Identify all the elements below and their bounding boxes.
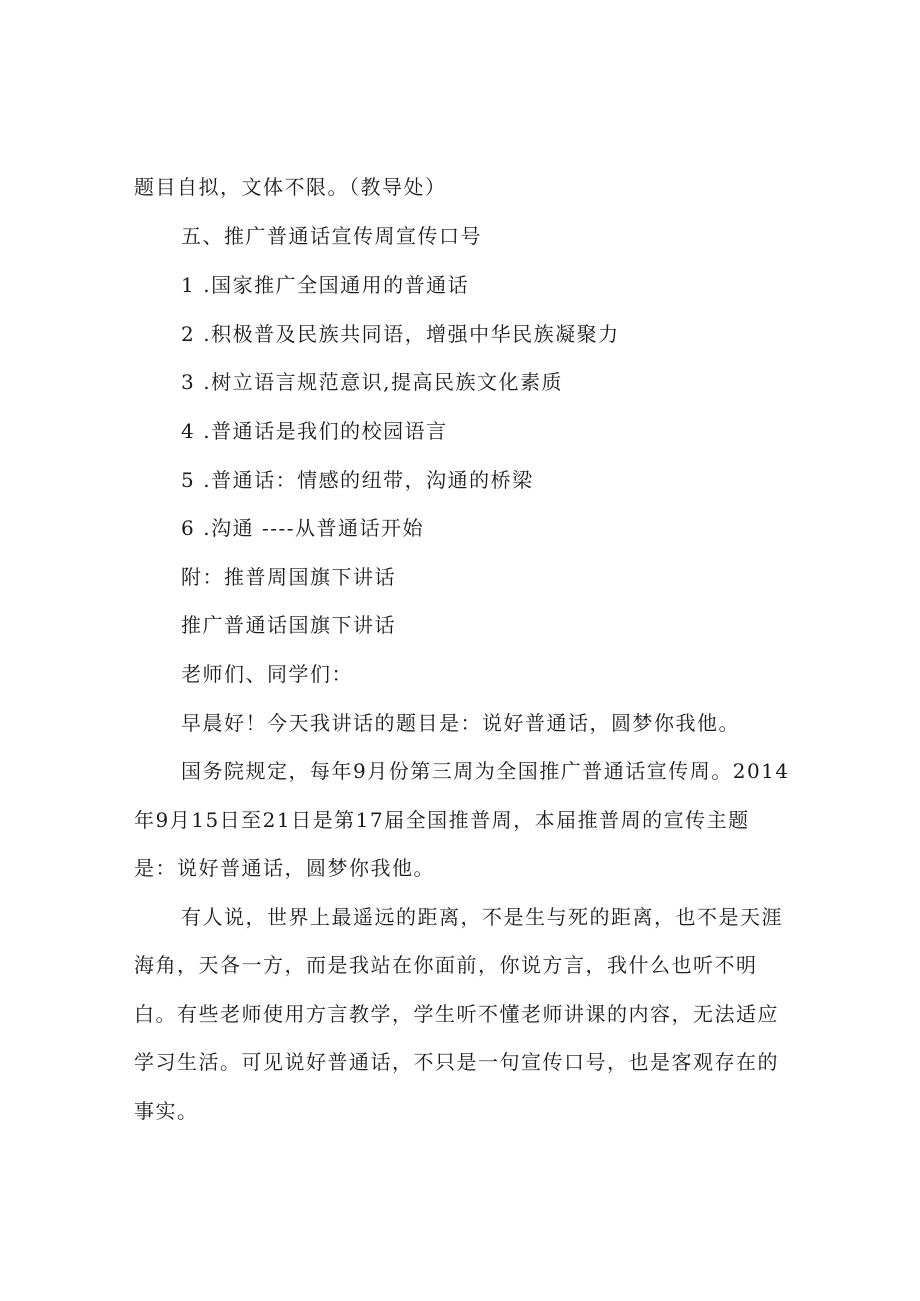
paragraph-line: 学习生活。可见说好普通话，不只是一句宣传口号，也是客观存在的 — [134, 1050, 779, 1074]
paragraph-line: 是：说好普通话，圆梦你我他。 — [134, 856, 435, 880]
slogan-text: .普通话：情感的纽带，沟通的桥梁 — [203, 468, 534, 492]
section-heading: 五、推广普通话宣传周宣传口号 — [181, 224, 482, 248]
slogan-text: .沟通 ----从普通话开始 — [203, 516, 424, 540]
slogan-item — [181, 368, 563, 396]
paragraph-line: 白。有些老师使用方言教学，学生听不懂老师讲课的内容，无法适应 — [134, 1002, 779, 1026]
slogan-number: 6 — [181, 516, 196, 540]
slogan-item — [181, 466, 534, 494]
slogan-number: 5 — [181, 468, 196, 492]
speech-title: 推广普通话国旗下讲话 — [181, 613, 396, 637]
slogan-text: .积极普及民族共同语，增强中华民族凝聚力 — [203, 322, 620, 346]
greeting-line: 早晨好！今天我讲话的题目是：说好普通话，圆梦你我他。 — [181, 711, 740, 735]
slogan-number: 3 — [181, 370, 196, 394]
slogan-number: 4 — [181, 419, 196, 443]
slogan-item — [181, 514, 424, 542]
slogan-item — [181, 417, 448, 445]
intro-tail-line: 题目自拟，文体不限。（教导处） — [134, 175, 447, 199]
slogan-item — [181, 320, 620, 348]
salutation: 老师们、同学们： — [181, 662, 353, 686]
paragraph-line: 海角，天各一方，而是我站在你面前，你说方言，我什么也听不明 — [134, 953, 758, 977]
paragraph-line: 年9月15日至21日是第17届全国推普周，本届推普周的宣传主题 — [134, 808, 750, 832]
slogan-text: .国家推广全国通用的普通话 — [203, 273, 470, 297]
slogan-text: .普通话是我们的校园语言 — [203, 419, 448, 443]
paragraph-line: 有人说，世界上最遥远的距离，不是生与死的距离，也不是天涯 — [181, 905, 783, 929]
slogan-item — [181, 271, 469, 299]
appendix-label: 附：推普周国旗下讲话 — [181, 565, 396, 589]
slogan-number: 2 — [181, 322, 196, 346]
slogan-text: .树立语言规范意识,提高民族文化素质 — [203, 370, 563, 394]
paragraph-line: 事实。 — [134, 1099, 199, 1123]
paragraph-line: 国务院规定，每年9月份第三周为全国推广普通话宣传周。2014 — [181, 759, 790, 783]
slogan-number: 1 — [181, 273, 196, 297]
